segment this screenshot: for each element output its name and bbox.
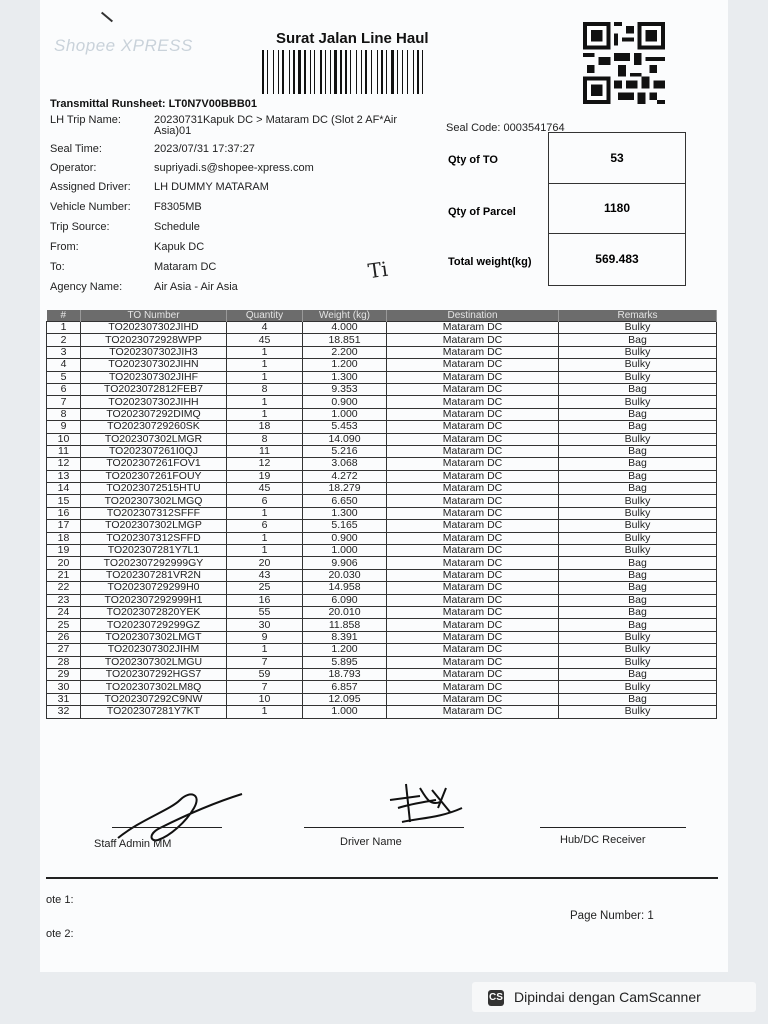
quantity-cell: 8 <box>227 433 303 445</box>
table-header <box>47 310 717 322</box>
driver-signature <box>380 778 470 830</box>
remarks-cell: Bag <box>559 693 717 705</box>
row-number-cell: 19 <box>47 545 81 557</box>
table-row <box>47 706 717 718</box>
weight-cell: 9.353 <box>303 383 387 395</box>
info-value: 20230731Kapuk DC > Mataram DC (Slot 2 AF*Air <box>154 114 398 126</box>
quantity-cell: 8 <box>227 383 303 395</box>
info-label: Seal Time: <box>50 143 102 155</box>
weight-cell: 1.000 <box>303 545 387 557</box>
quantity-cell: 1 <box>227 507 303 519</box>
quantity-cell: 1 <box>227 532 303 544</box>
info-value: Air Asia - Air Asia <box>154 281 238 293</box>
remarks-cell: Bulky <box>559 631 717 643</box>
to-number-cell: TO2023072812FEB7 <box>81 383 227 395</box>
to-number-cell: TO202307261FOUY <box>81 470 227 482</box>
hub-receiver-label: Hub/DC Receiver <box>560 834 646 846</box>
row-number-cell: 13 <box>47 470 81 482</box>
quantity-cell: 11 <box>227 445 303 457</box>
weight-cell: 4.272 <box>303 470 387 482</box>
to-table <box>46 310 717 719</box>
remarks-cell: Bulky <box>559 656 717 668</box>
quantity-cell: 1 <box>227 408 303 420</box>
summary-value: 53 <box>548 132 686 184</box>
camscanner-watermark <box>472 982 756 1012</box>
destination-cell: Mataram DC <box>387 557 559 569</box>
weight-cell: 5.895 <box>303 656 387 668</box>
row-number-cell: 10 <box>47 433 81 445</box>
destination-cell: Mataram DC <box>387 507 559 519</box>
info-label: LH Trip Name: <box>50 114 121 126</box>
remarks-cell: Bag <box>559 334 717 346</box>
table-row <box>47 693 717 705</box>
summary-row <box>440 184 688 234</box>
destination-cell: Mataram DC <box>387 322 559 334</box>
quantity-cell: 25 <box>227 582 303 594</box>
table-row <box>47 470 717 482</box>
row-number-cell: 27 <box>47 644 81 656</box>
quantity-cell: 59 <box>227 668 303 680</box>
remarks-cell: Bulky <box>559 359 717 371</box>
row-number-cell: 5 <box>47 371 81 383</box>
destination-cell: Mataram DC <box>387 668 559 680</box>
weight-cell: 3.068 <box>303 458 387 470</box>
table-row <box>47 631 717 643</box>
destination-cell: Mataram DC <box>387 706 559 718</box>
to-number-cell: TO202307302JIHD <box>81 322 227 334</box>
summary-value: 1180 <box>548 184 686 234</box>
weight-cell: 1.300 <box>303 507 387 519</box>
destination-cell: Mataram DC <box>387 458 559 470</box>
weight-cell: 5.165 <box>303 520 387 532</box>
table-row <box>47 681 717 693</box>
table-row <box>47 644 717 656</box>
weight-cell: 1.300 <box>303 371 387 383</box>
destination-cell: Mataram DC <box>387 644 559 656</box>
to-number-cell: TO202307302LMGQ <box>81 495 227 507</box>
destination-cell: Mataram DC <box>387 346 559 358</box>
info-value: Mataram DC <box>154 261 217 273</box>
info-value: F8305MB <box>154 201 202 213</box>
summary-label: Qty of Parcel <box>448 206 516 218</box>
table-row <box>47 396 717 408</box>
to-number-cell: TO202307302LMGP <box>81 520 227 532</box>
weight-cell: 8.391 <box>303 631 387 643</box>
quantity-cell: 1 <box>227 359 303 371</box>
qr-code-icon <box>582 22 666 104</box>
weight-cell: 5.453 <box>303 421 387 433</box>
shopee-xpress-logo: Shopee XPRESS <box>54 36 193 55</box>
weight-cell: 1.200 <box>303 359 387 371</box>
remarks-cell: Bag <box>559 470 717 482</box>
signature-line <box>304 827 464 828</box>
col-header: Weight (kg) <box>303 310 387 322</box>
info-value: LH DUMMY MATARAM <box>154 181 269 193</box>
remarks-cell: Bag <box>559 594 717 606</box>
to-number-cell: TO202307302JIHF <box>81 371 227 383</box>
to-number-cell: TO202307261I0QJ <box>81 445 227 457</box>
driver-name-label: Driver Name <box>340 836 402 848</box>
to-number-cell: TO202307302LMGR <box>81 433 227 445</box>
document-title: Surat Jalan Line Haul <box>276 30 429 47</box>
camscanner-icon: CS <box>488 990 504 1006</box>
row-number-cell: 3 <box>47 346 81 358</box>
table-row <box>47 532 717 544</box>
quantity-cell: 19 <box>227 470 303 482</box>
destination-cell: Mataram DC <box>387 619 559 631</box>
to-number-cell: TO202307292C9NW <box>81 693 227 705</box>
remarks-cell: Bulky <box>559 532 717 544</box>
row-number-cell: 22 <box>47 582 81 594</box>
table-row <box>47 606 717 618</box>
destination-cell: Mataram DC <box>387 371 559 383</box>
destination-cell: Mataram DC <box>387 396 559 408</box>
weight-cell: 18.279 <box>303 483 387 495</box>
staff-admin-label: Staff Admin MM <box>94 838 172 850</box>
quantity-cell: 1 <box>227 396 303 408</box>
quantity-cell: 7 <box>227 656 303 668</box>
col-header: Quantity <box>227 310 303 322</box>
weight-cell: 0.900 <box>303 396 387 408</box>
row-number-cell: 1 <box>47 322 81 334</box>
info-value: supriyadi.s@shopee-xpress.com <box>154 162 314 174</box>
summary-label: Qty of TO <box>448 154 498 166</box>
signature-line <box>112 827 222 828</box>
row-number-cell: 24 <box>47 606 81 618</box>
info-value: 2023/07/31 17:37:27 <box>154 143 255 155</box>
table-row <box>47 408 717 420</box>
to-number-cell: TO202307312SFFF <box>81 507 227 519</box>
summary-row <box>440 132 688 184</box>
weight-cell: 14.958 <box>303 582 387 594</box>
quantity-cell: 1 <box>227 706 303 718</box>
destination-cell: Mataram DC <box>387 408 559 420</box>
quantity-cell: 45 <box>227 483 303 495</box>
weight-cell: 18.793 <box>303 668 387 680</box>
destination-cell: Mataram DC <box>387 433 559 445</box>
remarks-cell: Bulky <box>559 396 717 408</box>
remarks-cell: Bulky <box>559 507 717 519</box>
table-row <box>47 421 717 433</box>
summary-row <box>440 234 688 286</box>
remarks-cell: Bag <box>559 408 717 420</box>
table-row <box>47 594 717 606</box>
to-number-cell: TO202307281Y7KT <box>81 706 227 718</box>
info-label: From: <box>50 241 79 253</box>
table-row <box>47 656 717 668</box>
row-number-cell: 23 <box>47 594 81 606</box>
remarks-cell: Bag <box>559 383 717 395</box>
quantity-cell: 1 <box>227 545 303 557</box>
weight-cell: 14.090 <box>303 433 387 445</box>
remarks-cell: Bulky <box>559 433 717 445</box>
remarks-cell: Bulky <box>559 644 717 656</box>
info-label: Operator: <box>50 162 97 174</box>
table-row <box>47 569 717 581</box>
row-number-cell: 8 <box>47 408 81 420</box>
info-value-cont: Asia)01 <box>154 125 192 137</box>
destination-cell: Mataram DC <box>387 421 559 433</box>
info-value: Schedule <box>154 221 200 233</box>
quantity-cell: 6 <box>227 520 303 532</box>
weight-cell: 2.200 <box>303 346 387 358</box>
table-row <box>47 433 717 445</box>
weight-cell: 18.851 <box>303 334 387 346</box>
remarks-cell: Bag <box>559 606 717 618</box>
camscanner-text: Dipindai dengan CamScanner <box>514 989 701 1005</box>
handwritten-initials: Ti <box>366 256 390 284</box>
note-1: ote 1: <box>46 894 74 906</box>
destination-cell: Mataram DC <box>387 483 559 495</box>
to-number-cell: TO20230729299GZ <box>81 619 227 631</box>
table-row <box>47 483 717 495</box>
row-number-cell: 26 <box>47 631 81 643</box>
remarks-cell: Bag <box>559 445 717 457</box>
row-number-cell: 2 <box>47 334 81 346</box>
col-header: # <box>47 310 81 322</box>
remarks-cell: Bulky <box>559 681 717 693</box>
quantity-cell: 1 <box>227 371 303 383</box>
to-number-cell: TO2023072515HTU <box>81 483 227 495</box>
row-number-cell: 32 <box>47 706 81 718</box>
to-number-cell: TO2023072820YEK <box>81 606 227 618</box>
weight-cell: 20.030 <box>303 569 387 581</box>
page-number: Page Number: 1 <box>570 910 654 922</box>
destination-cell: Mataram DC <box>387 532 559 544</box>
row-number-cell: 6 <box>47 383 81 395</box>
row-number-cell: 25 <box>47 619 81 631</box>
destination-cell: Mataram DC <box>387 495 559 507</box>
weight-cell: 6.090 <box>303 594 387 606</box>
to-number-cell: TO202307292999GY <box>81 557 227 569</box>
to-number-cell: TO202307302JIH3 <box>81 346 227 358</box>
destination-cell: Mataram DC <box>387 656 559 668</box>
row-number-cell: 17 <box>47 520 81 532</box>
destination-cell: Mataram DC <box>387 582 559 594</box>
destination-cell: Mataram DC <box>387 545 559 557</box>
table-row <box>47 383 717 395</box>
signature-area <box>40 770 728 870</box>
table-row <box>47 668 717 680</box>
quantity-cell: 20 <box>227 557 303 569</box>
destination-cell: Mataram DC <box>387 383 559 395</box>
destination-cell: Mataram DC <box>387 334 559 346</box>
table-row <box>47 495 717 507</box>
row-number-cell: 7 <box>47 396 81 408</box>
to-number-cell: TO202307302LMGT <box>81 631 227 643</box>
quantity-cell: 4 <box>227 322 303 334</box>
row-number-cell: 29 <box>47 668 81 680</box>
row-number-cell: 14 <box>47 483 81 495</box>
destination-cell: Mataram DC <box>387 470 559 482</box>
remarks-cell: Bulky <box>559 322 717 334</box>
table-row <box>47 445 717 457</box>
runsheet-id: Transmittal Runsheet: LT0N7V00BBB01 <box>50 98 258 110</box>
row-number-cell: 15 <box>47 495 81 507</box>
table-row <box>47 520 717 532</box>
destination-cell: Mataram DC <box>387 631 559 643</box>
to-number-cell: TO2023072928WPP <box>81 334 227 346</box>
to-number-cell: TO202307261FOV1 <box>81 458 227 470</box>
remarks-cell: Bag <box>559 458 717 470</box>
to-number-cell: TO202307302JIHH <box>81 396 227 408</box>
destination-cell: Mataram DC <box>387 693 559 705</box>
quantity-cell: 16 <box>227 594 303 606</box>
remarks-cell: Bag <box>559 582 717 594</box>
table-row <box>47 545 717 557</box>
remarks-cell: Bulky <box>559 706 717 718</box>
row-number-cell: 18 <box>47 532 81 544</box>
info-label: Vehicle Number: <box>50 201 131 213</box>
remarks-cell: Bag <box>559 619 717 631</box>
divider <box>46 877 718 879</box>
quantity-cell: 18 <box>227 421 303 433</box>
col-header: TO Number <box>81 310 227 322</box>
row-number-cell: 4 <box>47 359 81 371</box>
remarks-cell: Bulky <box>559 520 717 532</box>
quantity-cell: 7 <box>227 681 303 693</box>
weight-cell: 5.216 <box>303 445 387 457</box>
staff-signature <box>110 780 250 842</box>
destination-cell: Mataram DC <box>387 606 559 618</box>
col-header: Remarks <box>559 310 717 322</box>
remarks-cell: Bulky <box>559 495 717 507</box>
quantity-cell: 10 <box>227 693 303 705</box>
summary-label: Total weight(kg) <box>448 256 532 268</box>
signature-line <box>540 827 686 828</box>
quantity-cell: 1 <box>227 346 303 358</box>
info-label: Trip Source: <box>50 221 110 233</box>
weight-cell: 12.095 <box>303 693 387 705</box>
quantity-cell: 45 <box>227 334 303 346</box>
barcode-icon <box>262 50 460 94</box>
row-number-cell: 21 <box>47 569 81 581</box>
row-number-cell: 31 <box>47 693 81 705</box>
destination-cell: Mataram DC <box>387 445 559 457</box>
to-number-cell: TO202307312SFFD <box>81 532 227 544</box>
col-header: Destination <box>387 310 559 322</box>
weight-cell: 9.906 <box>303 557 387 569</box>
to-number-cell: TO202307302LMGU <box>81 656 227 668</box>
quantity-cell: 12 <box>227 458 303 470</box>
quantity-cell: 9 <box>227 631 303 643</box>
table-row <box>47 507 717 519</box>
table-row <box>47 619 717 631</box>
weight-cell: 1.000 <box>303 706 387 718</box>
remarks-cell: Bag <box>559 483 717 495</box>
summary-value: 569.483 <box>548 234 686 286</box>
quantity-cell: 30 <box>227 619 303 631</box>
row-number-cell: 9 <box>47 421 81 433</box>
remarks-cell: Bulky <box>559 346 717 358</box>
remarks-cell: Bag <box>559 421 717 433</box>
to-number-cell: TO202307292HGS7 <box>81 668 227 680</box>
weight-cell: 0.900 <box>303 532 387 544</box>
to-number-cell: TO20230729260SK <box>81 421 227 433</box>
table-row <box>47 557 717 569</box>
row-number-cell: 28 <box>47 656 81 668</box>
info-label: Assigned Driver: <box>50 181 131 193</box>
to-number-cell: TO202307302JIHN <box>81 359 227 371</box>
row-number-cell: 11 <box>47 445 81 457</box>
row-number-cell: 16 <box>47 507 81 519</box>
table-row <box>47 346 717 358</box>
table-row <box>47 582 717 594</box>
remarks-cell: Bag <box>559 557 717 569</box>
quantity-cell: 1 <box>227 644 303 656</box>
weight-cell: 4.000 <box>303 322 387 334</box>
quantity-cell: 55 <box>227 606 303 618</box>
remarks-cell: Bulky <box>559 371 717 383</box>
table-row <box>47 334 717 346</box>
row-number-cell: 12 <box>47 458 81 470</box>
to-number-cell: TO20230729299H0 <box>81 582 227 594</box>
weight-cell: 6.650 <box>303 495 387 507</box>
destination-cell: Mataram DC <box>387 594 559 606</box>
remarks-cell: Bag <box>559 569 717 581</box>
to-number-cell: TO202307302JIHM <box>81 644 227 656</box>
pen-mark <box>101 12 113 23</box>
quantity-cell: 6 <box>227 495 303 507</box>
table-row <box>47 371 717 383</box>
table-row <box>47 322 717 334</box>
table-row <box>47 359 717 371</box>
remarks-cell: Bulky <box>559 545 717 557</box>
to-number-cell: TO202307292DIMQ <box>81 408 227 420</box>
seal-code: Seal Code: 0003541764 <box>446 122 565 134</box>
to-number-cell: TO202307292999H1 <box>81 594 227 606</box>
info-value: Kapuk DC <box>154 241 205 253</box>
to-number-cell: TO202307302LM8Q <box>81 681 227 693</box>
destination-cell: Mataram DC <box>387 520 559 532</box>
info-label: To: <box>50 261 65 273</box>
weight-cell: 1.200 <box>303 644 387 656</box>
destination-cell: Mataram DC <box>387 359 559 371</box>
weight-cell: 6.857 <box>303 681 387 693</box>
row-number-cell: 20 <box>47 557 81 569</box>
summary-box <box>440 132 688 288</box>
table-row <box>47 458 717 470</box>
quantity-cell: 43 <box>227 569 303 581</box>
to-number-cell: TO202307281Y7L1 <box>81 545 227 557</box>
destination-cell: Mataram DC <box>387 681 559 693</box>
weight-cell: 20.010 <box>303 606 387 618</box>
note-2: ote 2: <box>46 928 74 940</box>
weight-cell: 11.858 <box>303 619 387 631</box>
row-number-cell: 30 <box>47 681 81 693</box>
to-number-cell: TO202307281VR2N <box>81 569 227 581</box>
document-page <box>40 0 728 972</box>
destination-cell: Mataram DC <box>387 569 559 581</box>
remarks-cell: Bag <box>559 668 717 680</box>
weight-cell: 1.000 <box>303 408 387 420</box>
info-label: Agency Name: <box>50 281 123 293</box>
